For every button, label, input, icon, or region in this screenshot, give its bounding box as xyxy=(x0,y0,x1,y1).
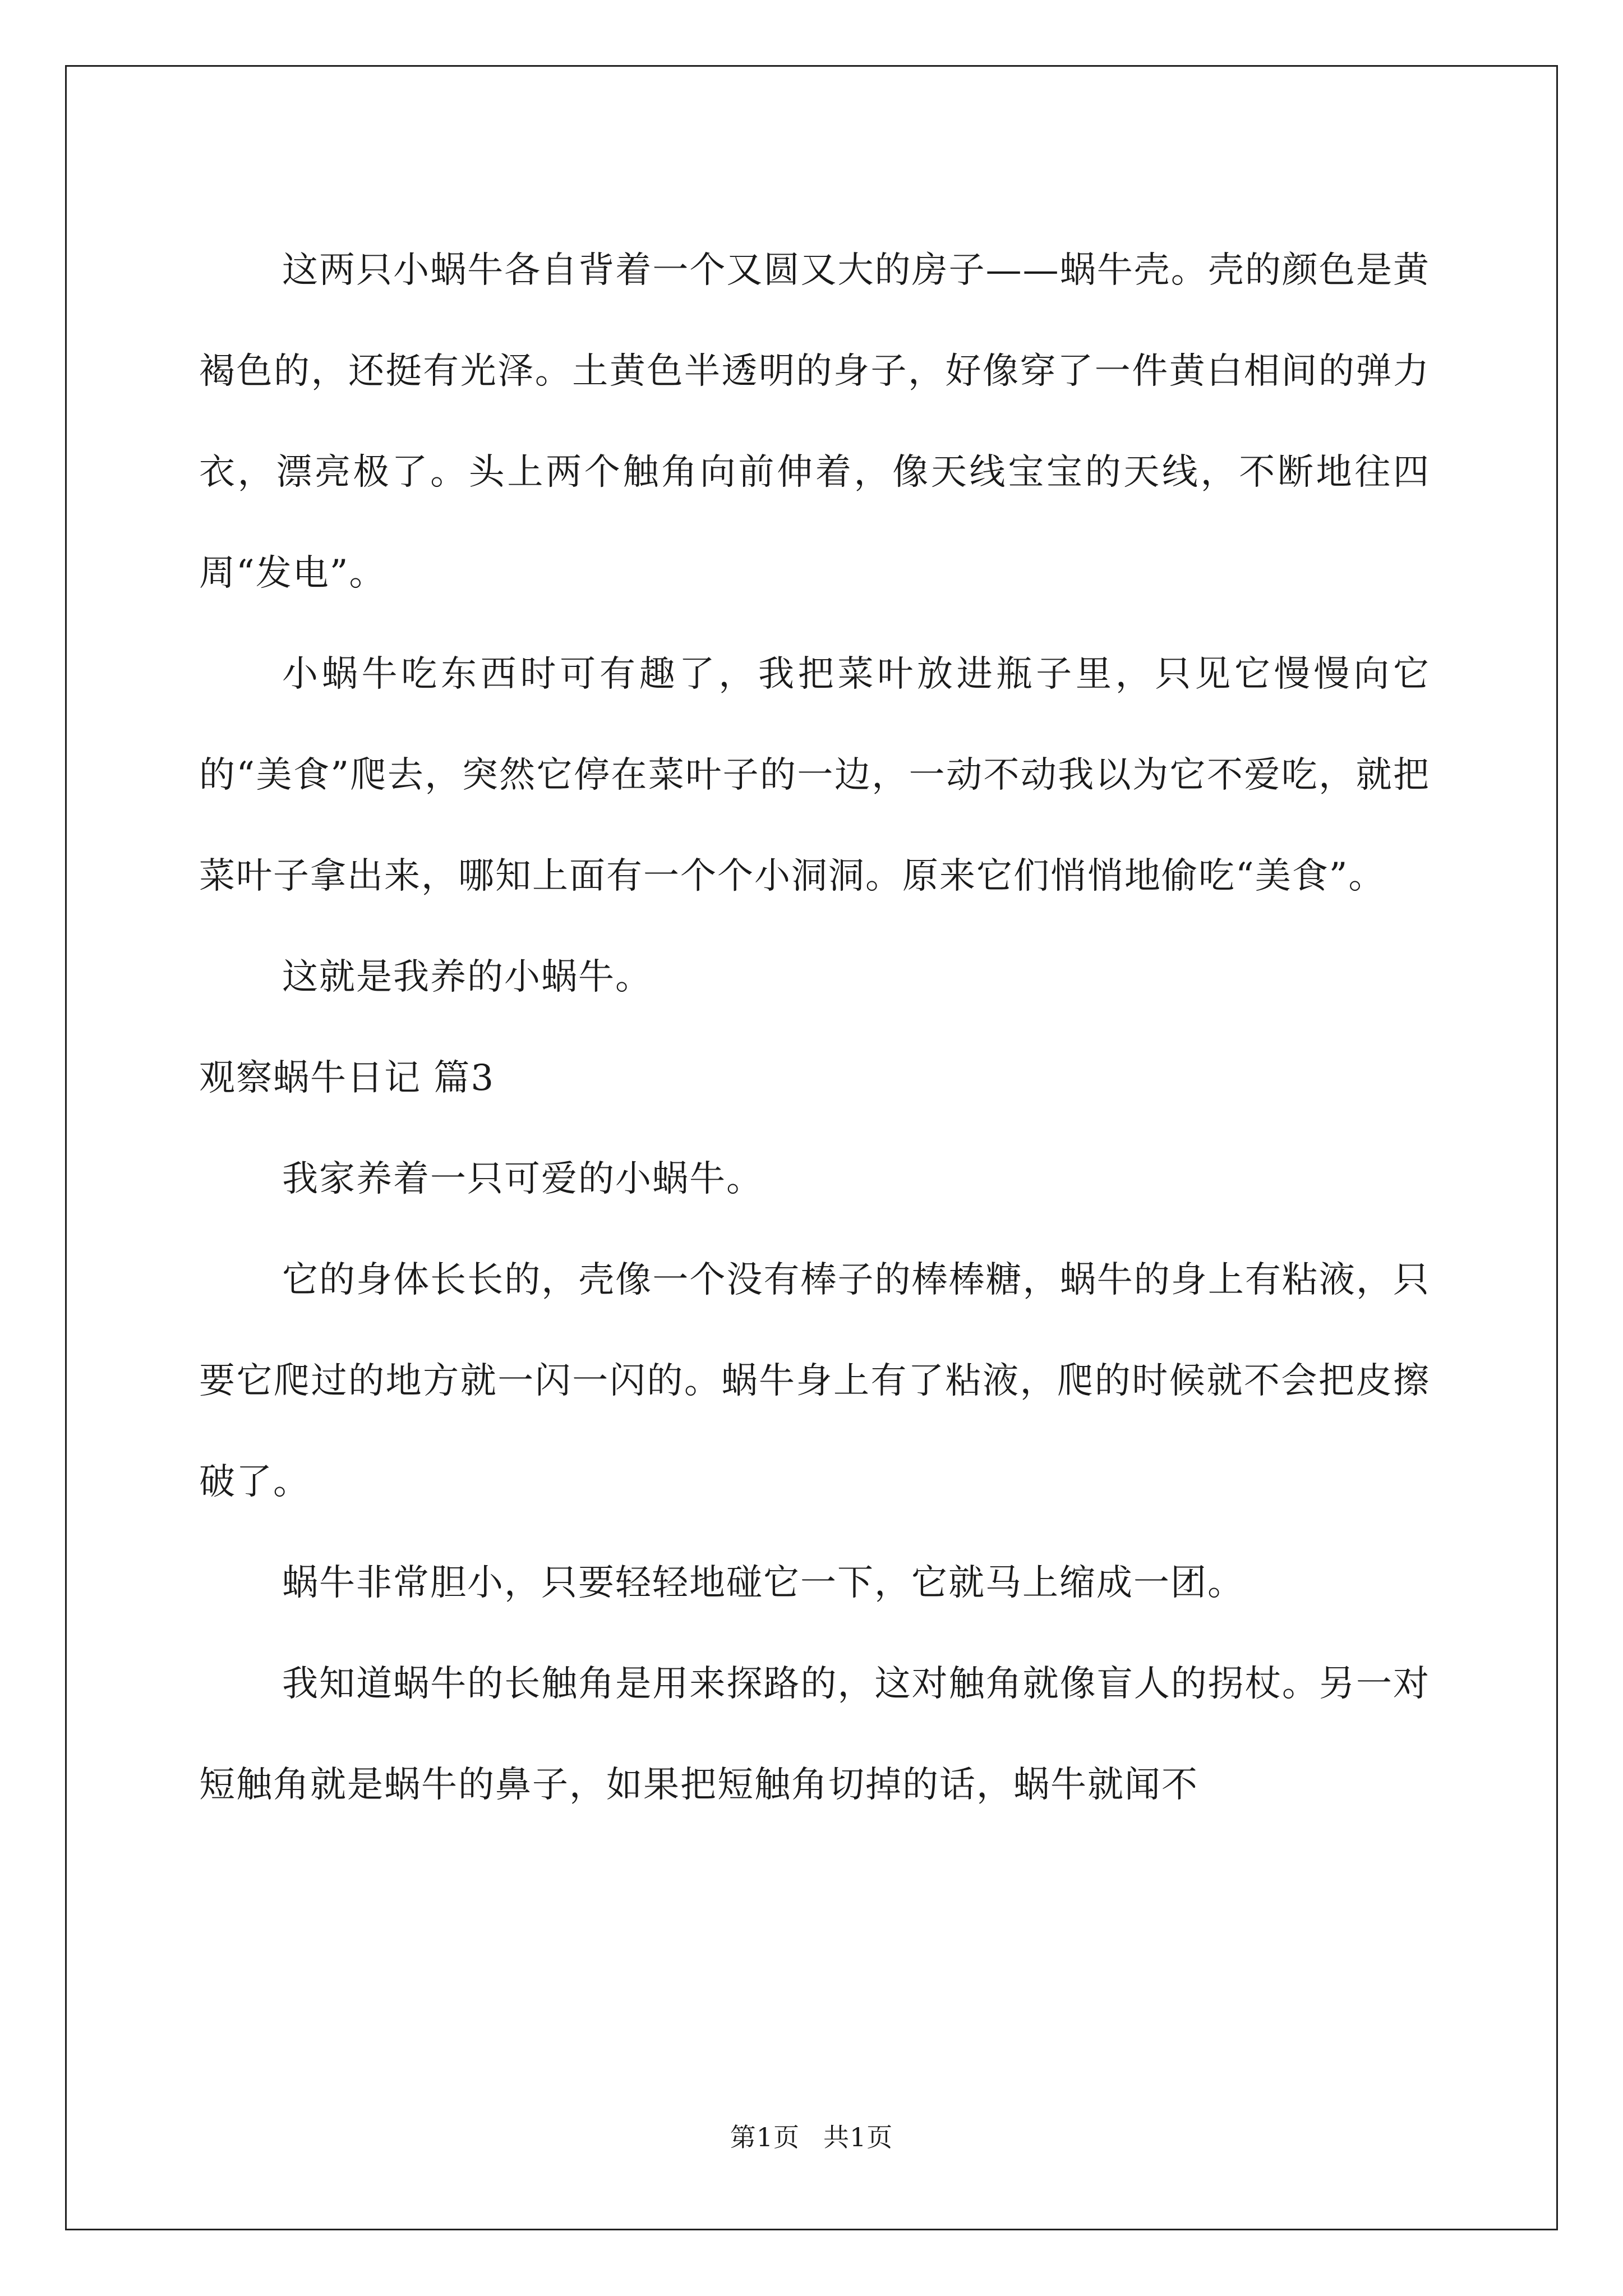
paragraph-snail-eating: 小蜗牛吃东西时可有趣了，我把菜叶放进瓶子里，只见它慢慢向它的“美食”爬去，突然它停在菜叶子的一边，一动不动我以为它不爱吃，就把菜叶子拿出来，哪知上面有一个个小洞洞。原来它们悄悄地偷吃“美食”。 xyxy=(199,654,1430,897)
document-body xyxy=(199,220,1430,1835)
page-total: 共1页 xyxy=(823,2122,893,2152)
page-footer xyxy=(0,2120,1623,2154)
paragraph-my-snail: 这就是我养的小蜗牛。 xyxy=(282,956,652,998)
section-heading: 观察蜗牛日记 篇3 xyxy=(199,1057,495,1099)
page-number: 第1页 xyxy=(730,2122,800,2152)
paragraph-snail-body: 它的身体长长的，壳像一个没有棒子的棒棒糖，蜗牛的身上有粘液，只要它爬过的地方就一闪一闪的。蜗牛身上有了粘液，爬的时候就不会把皮擦破了。 xyxy=(199,1259,1430,1503)
paragraph-snail-antennae: 我知道蜗牛的长触角是用来探路的，这对触角就像盲人的拐杖。另一对短触角就是蜗牛的鼻子，如果把短触角切掉的话，蜗牛就闻不 xyxy=(199,1663,1430,1806)
paragraph-cute-snail: 我家养着一只可爱的小蜗牛。 xyxy=(282,1158,763,1200)
paragraph-snail-timid: 蜗牛非常胆小，只要轻轻地碰它一下，它就马上缩成一团。 xyxy=(282,1562,1244,1604)
paragraph-snail-shell: 这两只小蜗牛各自背着一个又圆又大的房子——蜗牛壳。壳的颜色是黄褐色的，还挺有光泽。土黄色半透明的身子，好像穿了一件黄白相间的弹力衣，漂亮极了。头上两个触角向前伸着，像天线宝宝的天线，不断地往四周“发电”。 xyxy=(199,250,1430,594)
